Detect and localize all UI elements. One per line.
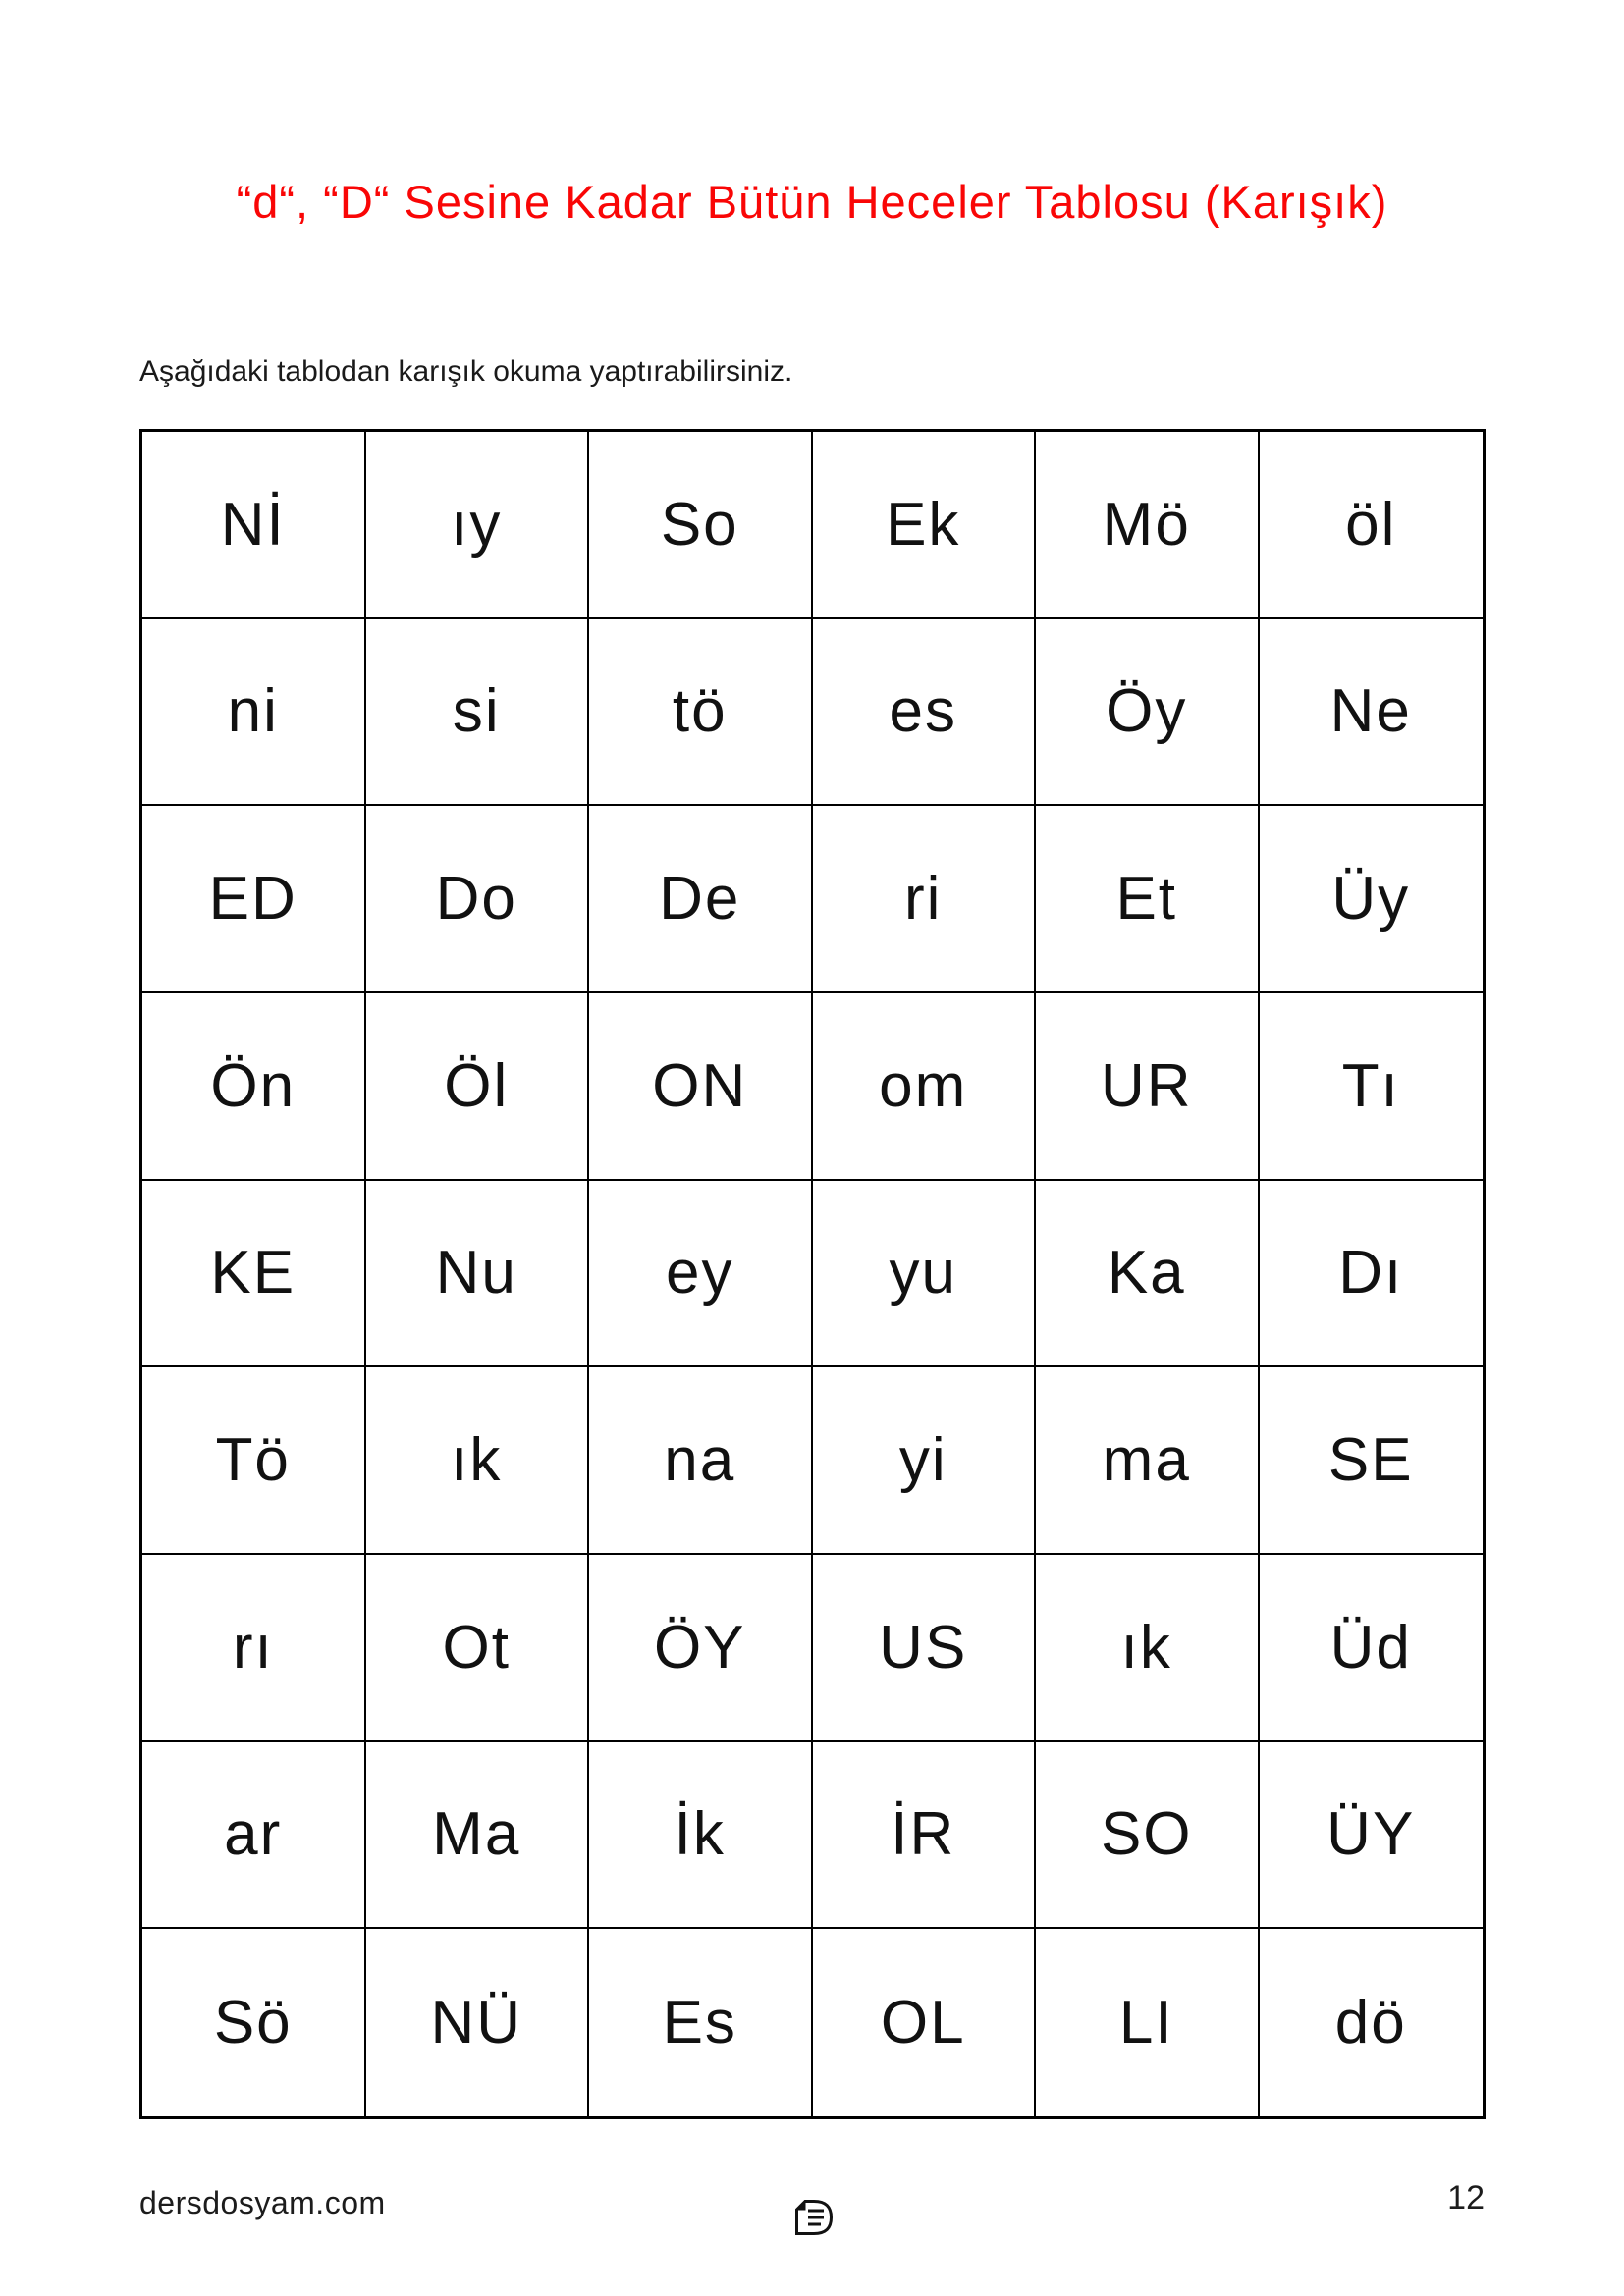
syllable-cell: SE [1260,1367,1484,1555]
syllable-cell: es [813,619,1037,807]
syllable-cell: ON [589,993,813,1181]
syllable-cell: US [813,1555,1037,1742]
syllable-cell: Öl [366,993,590,1181]
syllable-cell: yu [813,1181,1037,1368]
syllable-cell: So [589,432,813,619]
syllable-cell: Ön [142,993,366,1181]
syllable-cell: yi [813,1367,1037,1555]
syllable-cell: ED [142,806,366,993]
document-page-icon [791,2199,835,2236]
syllable-cell: na [589,1367,813,1555]
syllable-cell: İR [813,1742,1037,1930]
syllable-cell: İk [589,1742,813,1930]
syllable-cell: ık [1036,1555,1260,1742]
syllable-cell: Et [1036,806,1260,993]
syllable-cell: LI [1036,1929,1260,2116]
syllable-cell: Dı [1260,1181,1484,1368]
syllable-cell: ar [142,1742,366,1930]
syllable-cell: ıy [366,432,590,619]
syllable-cell: ri [813,806,1037,993]
syllable-cell: Mö [1036,432,1260,619]
syllable-cell: SO [1036,1742,1260,1930]
syllable-cell: om [813,993,1037,1181]
syllable-cell: rı [142,1555,366,1742]
syllable-cell: Tö [142,1367,366,1555]
syllable-cell: si [366,619,590,807]
syllable-cell: De [589,806,813,993]
syllable-cell: Ot [366,1555,590,1742]
syllable-cell: Nİ [142,432,366,619]
instruction-text: Aşağıdaki tablodan karışık okuma yaptırabilirsiniz. [139,355,793,388]
syllable-cell: öl [1260,432,1484,619]
syllable-cell: Ek [813,432,1037,619]
syllable-cell: Ne [1260,619,1484,807]
syllable-cell: UR [1036,993,1260,1181]
syllable-cell: tö [589,619,813,807]
syllable-cell: Do [366,806,590,993]
syllable-cell: KE [142,1181,366,1368]
page-number: 12 [1447,2179,1485,2216]
syllable-cell: ni [142,619,366,807]
syllable-cell: ÖY [589,1555,813,1742]
syllable-cell: ma [1036,1367,1260,1555]
syllable-cell: OL [813,1929,1037,2116]
page-title: “d“, “D“ Sesine Kadar Bütün Heceler Tablosu (Karışık) [236,176,1388,228]
syllable-cell: ey [589,1181,813,1368]
footer-website: dersdosyam.com [139,2185,386,2220]
syllable-cell: Es [589,1929,813,2116]
syllable-cell: Ka [1036,1181,1260,1368]
syllable-cell: Nu [366,1181,590,1368]
syllable-cell: Öy [1036,619,1260,807]
syllable-cell: Üy [1260,806,1484,993]
syllable-cell: Sö [142,1929,366,2116]
syllable-cell: ık [366,1367,590,1555]
syllable-cell: Ma [366,1742,590,1930]
syllable-cell: Tı [1260,993,1484,1181]
syllable-table [139,429,1486,2119]
syllable-cell: dö [1334,1989,1407,2057]
syllable-cell: ÜY [1260,1742,1484,1930]
syllable-cell: Üd [1260,1555,1484,1742]
syllable-cell: NÜ [366,1929,590,2116]
